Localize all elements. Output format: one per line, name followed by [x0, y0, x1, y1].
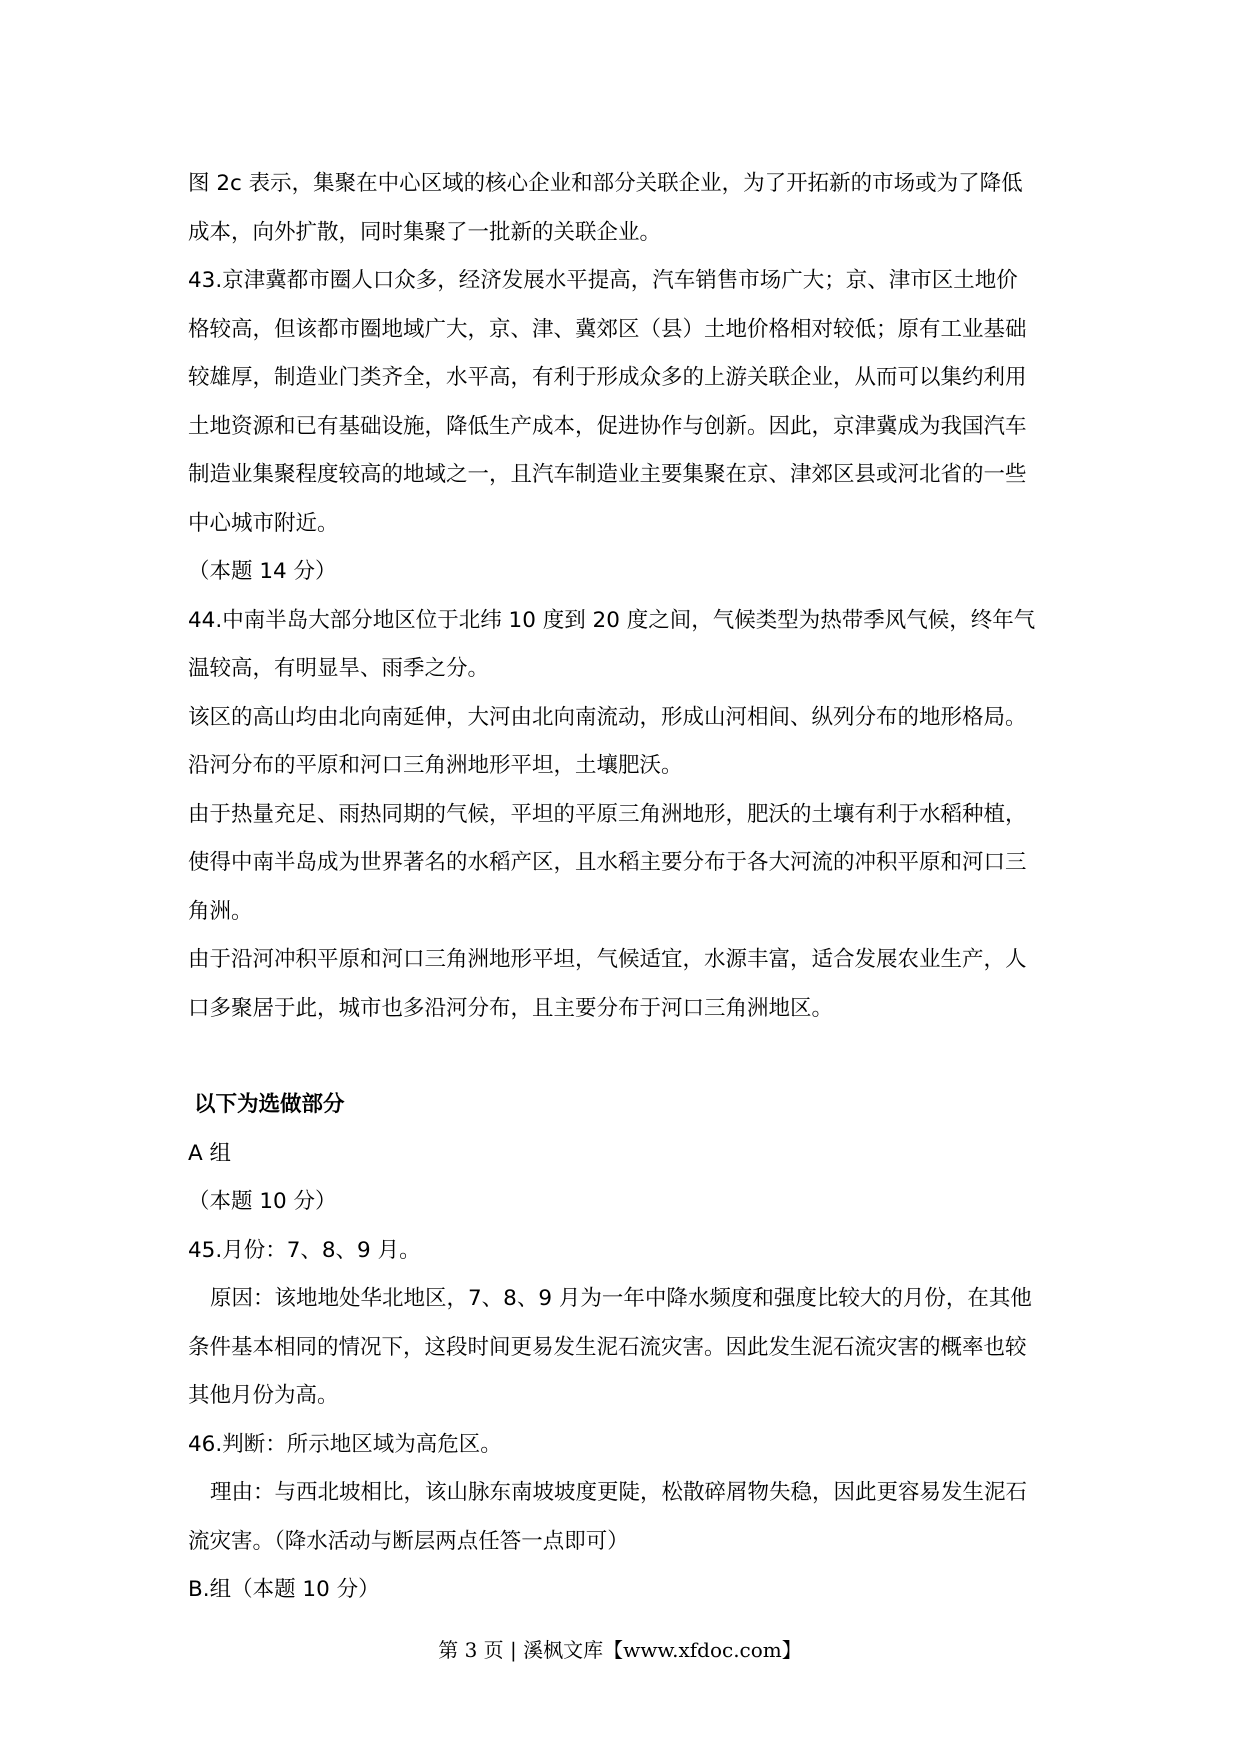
answer-43-line: 格较高，但该都市圈地域广大，京、津、冀郊区（县）土地价格相对较低；原有工业基础 [188, 316, 1027, 342]
answer-43-line: 较雄厚，制造业门类齐全，水平高，有利于形成众多的上游关联企业，从而可以集约利用 [188, 365, 1027, 390]
paragraph-line: 成本，向外扩散，同时集聚了一批新的关联企业。 [188, 219, 662, 245]
answer-46-line: 流灾害。（降水活动与断层两点任答一点即可） [188, 1528, 629, 1554]
answer-45-line: 其他月份为高。 [188, 1383, 339, 1408]
answer-45-line: 原因：该地地处华北地区，7、8、9 月为一年中降水频度和强度比较大的月份，在其他 [210, 1286, 1032, 1311]
answer-44-line: 沿河分布的平原和河口三角洲地形平坦，土壤肥沃。 [188, 753, 683, 778]
score-note: （本题 14 分） [188, 559, 337, 584]
answer-44-line: 该区的高山均由北向南延伸，大河由北向南流动，形成山河相间、纵列分布的地形格局。 [188, 704, 1027, 730]
group-label: A 组 [188, 1140, 232, 1166]
answer-44-line: 温较高，有明显旱、雨季之分。 [188, 656, 490, 681]
answer-45-line: 45.月份：7、8、9 月。 [188, 1237, 421, 1263]
answer-44-line: 由于热量充足、雨热同期的气候，平坦的平原三角洲地形，肥沃的土壤有利于水稻种植， [188, 801, 1027, 827]
section-heading: 以下为选做部分 [194, 1092, 345, 1117]
document-body [188, 160, 1056, 1615]
page-footer: 第 3 页 | 溪枫文库【www.xfdoc.com】 [438, 1638, 802, 1662]
answer-46-line: 46.判断：所示地区域为高危区。 [188, 1431, 502, 1457]
answer-44-line: 角洲。 [188, 898, 253, 924]
answer-46-line: 理由：与西北坡相比，该山脉东南坡坡度更陡，松散碎屑物失稳，因此更容易发生泥石 [210, 1480, 1028, 1505]
answer-44-line: 由于沿河冲积平原和河口三角洲地形平坦，气候适宜，水源丰富，适合发展农业生产，人 [188, 947, 1027, 972]
answer-45-line: 条件基本相同的情况下，这段时间更易发生泥石流灾害。因此发生泥石流灾害的概率也较 [188, 1334, 1027, 1360]
answer-43-line: 中心城市附近。 [188, 510, 339, 536]
answer-43-line: 43.京津冀都市圈人口众多，经济发展水平提高，汽车销售市场广大；京、津市区土地价 [188, 268, 1018, 293]
answer-44-line: 44.中南半岛大部分地区位于北纬 10 度到 20 度之间，气候类型为热带季风气候，终年气 [188, 607, 1036, 633]
paragraph-line: 图 2c 表示，集聚在中心区域的核心企业和部分关联企业，为了开拓新的市场或为了降低 [188, 171, 1023, 196]
answer-43-line: 土地资源和已有基础设施，降低生产成本，促进协作与创新。因此，京津冀成为我国汽车 [188, 413, 1027, 439]
answer-44-line: 使得中南半岛成为世界著名的水稻产区，且水稻主要分布于各大河流的冲积平原和河口三 [188, 850, 1027, 875]
score-note: （本题 10 分） [188, 1189, 337, 1214]
answer-43-line: 制造业集聚程度较高的地域之一，且汽车制造业主要集聚在京、津郊区县或河北省的一些 [188, 462, 1027, 487]
group-label: B.组（本题 10 分） [188, 1577, 380, 1602]
section-spacer [188, 1033, 1056, 1081]
answer-44-line: 口多聚居于此，城市也多沿河分布，且主要分布于河口三角洲地区。 [188, 995, 834, 1021]
